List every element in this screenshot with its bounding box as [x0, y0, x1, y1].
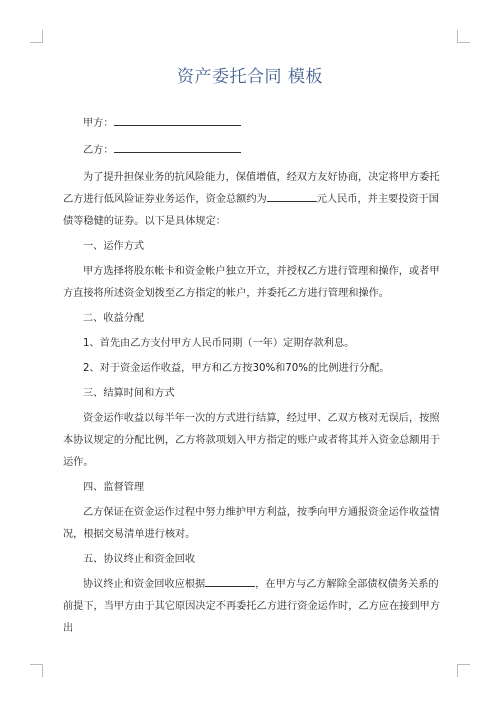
party-b-blank — [114, 142, 241, 153]
section-2-heading: 二、收益分配 — [83, 313, 145, 324]
party-a-line — [63, 113, 441, 135]
section-1-text: 甲方选择将股东帐卡和资金帐户独立开立，并授权乙方进行管理和操作，或者甲方直接将所述资金划拨至乙方指定的帐户，并委托乙方进行管理和操作。 — [63, 266, 440, 299]
intro-text-1: 为了提升担保业务的抗风险能力，保值增值，经双方友好协商，决定将甲方委托乙方进行低风险证券业务运作，资金总额约为 — [63, 172, 440, 205]
crop-mark-bottom-left — [30, 664, 43, 677]
section-5-text-1: 协议终止和资金回收应根据 — [83, 579, 206, 590]
crop-mark-top-right — [457, 30, 470, 43]
party-b-line — [63, 140, 441, 162]
section-4-heading: 四、监督管理 — [83, 482, 145, 493]
section-5-text — [63, 574, 441, 640]
section-5-heading: 五、协议终止和资金回收 — [83, 554, 196, 565]
party-a-label: 甲方： — [83, 118, 114, 129]
basis-blank — [205, 576, 255, 587]
section-3-heading: 三、结算时间和方式 — [83, 388, 175, 399]
intro-text-2: 元人民币，并主要投资于国债等稳健的证券。以下是具体规定： — [63, 194, 439, 227]
crop-mark-bottom-right — [457, 664, 470, 677]
crop-mark-top-left — [30, 30, 43, 43]
section-2-item-1: 1、首先由乙方支付甲方人民币同期（一年）定期存款利息。 — [83, 338, 355, 349]
document-body — [63, 113, 441, 640]
party-b-label: 乙方： — [83, 145, 114, 156]
amount-blank — [267, 191, 317, 202]
intro-paragraph — [63, 167, 441, 233]
document-title: 资产委托合同 模板 — [177, 67, 323, 87]
section-2-item-2: 2、对于资金运作收益，甲方和乙方按30%和70%的比例进行分配。 — [83, 363, 390, 374]
section-3-text: 资金运作收益以每半年一次的方式进行结算，经过甲、乙双方核对无误后，按照本协议规定的分配比例，乙方将款项划入甲方指定的账户或者将其并入资金总额用于运作。 — [63, 413, 440, 468]
section-5-text-2: ，在甲方与乙方解除全部债权债务关系的前提下，当甲方由于其它原因决定不再委托乙方进行资金运作时，乙方应在接到甲方出 — [63, 579, 440, 634]
section-1-heading: 一、运作方式 — [83, 241, 145, 252]
party-a-blank — [114, 115, 241, 126]
section-4-text: 乙方保证在资金运作过程中努力维护甲方利益，按季向甲方通报资金运作收益情况，根据交易清单进行核对。 — [63, 507, 440, 540]
